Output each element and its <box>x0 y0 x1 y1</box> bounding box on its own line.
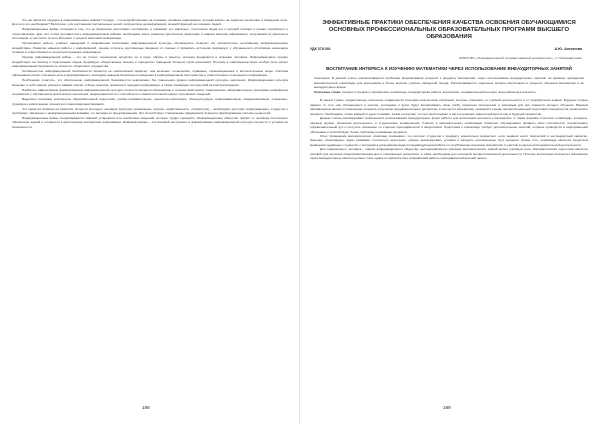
keywords <box>314 90 584 94</box>
udc-code: УДК 378.091 <box>310 46 331 51</box>
page-number-right: 199 <box>443 405 451 410</box>
left-paragraph: Выделяют основные компоненты образовательной подготовки: учебно-познавательную, ценностно-смысловую, общекультурную, информационную, коммуникативную, социально-трудовую и компетенцию личностного самосовершенствования. <box>12 97 288 106</box>
article-meta <box>310 47 588 55</box>
author-name: А.Ю. Аксенова <box>554 46 582 51</box>
left-paragraph: Что же является сердцем в информационных войнах? Сердце – это воздействующие на сознание человека информации, которая влияет на характер мышления и поведение игры. Для чего это необходимо? Бесспорно, для достижения поставленных целей, посредством дезинформации, воздействующей на сознание людей. <box>12 18 288 27</box>
right-paragraph: Данная статья рассматривает возможности использования внеаудиторных форм работы для воспитания интереса к математике. К таким формам относятся олимпиады, конкурсы, научные кружки, проектная деятельность и студенческие конференции. Участие в математических олимпиадах позволяет обучающимся проявить свои способности, почувствовать соревновательный дух и получить признание со стороны преподавателей и сверстников. Подготовка к олимпиаде требует дополнительных занятий, которые проводятся в неформальной обстановке и способствуют более глубокому пониманию предмета. <box>310 116 588 134</box>
keywords-label: Ключевые слова: <box>314 90 342 95</box>
abstract: Аннотация. В данной статье рассматриваются проблемы формирования интереса к предмету математика, через использование внеаудиторных занятий, на примере проведения математической олимпиады для школьников и более высших учебных заведений города. Рассматриваются отдельные аспекты воспитания в процессе обучения математике и во внеаудиторное время. <box>314 76 584 89</box>
left-paragraph: Наиболее эффективным формированием информационной культуры личности является образование в течение всей жизни. Современные образовательные программы направлены на развитие у обучающихся критического мышления, медиаграмотности и способности к самостоятельной оценке получаемых сведений. <box>12 87 288 97</box>
left-paragraph: Особенностью информационной безопасности является её комплексный характер: она включает технические, правовые, организационные и воспитательные меры. Система образования играет ключевую роль в формировании у молодёжи навыков безопасного поведения в информационном пространстве и ответственного отношения к информации. <box>12 68 288 78</box>
page-number-left: 198 <box>142 405 150 410</box>
left-paragraph: Организация работы учебных заведений в направлении воспитания информационной культуры обучающихся позволит им противостоять негативному информационному воздействию. Развитие навыков работы с информацией, умение отличать достоверные сведения от ложных и проверять источники формирует у обучающихся устойчивую жизненную позицию и ответственность за распространение информации. <box>12 41 288 55</box>
left-paragraph: Необходимо отметить, что обеспечение информационной безопасности невозможно без повышения уровня информационной культуры населения. Информационная культура включает в себя знания, умения и навыки поиска, отбора, анализа, хранения и передачи информации, а также понимание последствий её распространения. <box>12 78 288 87</box>
right-paragraph: Опыт проведения математических олимпиад показывает, что интерес студентов к предмету значительно возрастает, если задания носят творческий и нестандартный характер. Решение олимпиадных задач развивает логическое мышление, умение анализировать условия и находить оригинальные пути решения. Кроме того, олимпиада является средством выявления одарённых студентов, с которыми в дальнейшем ведётся индивидуальная работа по углублённому изучению математики и участию в научно-исследовательской деятельности. <box>310 134 588 147</box>
right-paragraph: Для современного человека – знание информационного общества, целенаправленное усвоение математических знаний играет огромную роль. Математическая подготовка является основой для изучения общепрофессиональных и специальных дисциплин, а также необходима для успешной профессиональной деятельности. Поэтому воспитание интереса к математике через внеаудиторные занятия должно стать одним из приоритетных направлений работы преподавателей высшей школы. <box>310 147 588 161</box>
left-paragraph: Информационные войны отличаются тем, что не физически уничтожают противника, а поражают его морально, постепенно сводя его к нулевой позиции и лишая способности к сопротивлению. Для того чтобы противостоять информационным войнам, необходимо иметь развитое критическое мышление и навыки анализа информации, получаемой из различных источников, в том числе из сети Интернет и средств массовой информации. <box>12 27 288 41</box>
left-paragraph: Оружие информационной войны – это не только технические средства, но и идеи, образы и смыслы, которые внедряются в сознание человека. Информационное оружие воздействует на психику и подсознание людей, формирует общественное мнение и определяет поведение больших групп населения. Поэтому в современном мире особую роль играет информационная безопасность личности, общества и государства. <box>12 55 288 69</box>
left-paragraph: Информационные войны сопровождаются лавиной устаревших или ошибочных сведений, которые трудно проверить. Информационное общество требует от человека постоянного обновления знаний и готовности к критическому восприятию информации. Информатизация – это базовый инструмент в формировании информационной культуры личности и условие её безопасности. <box>12 116 288 129</box>
right-page <box>300 0 600 424</box>
author-affiliation: ФГБОУ ВО «Нижневартовский государственный университет», г. Нижневартовск <box>459 55 582 60</box>
keywords-text: интерес к предмету, математика, олимпиады, внеаудиторная работа, воспитание, познавательный интерес, внеучебная деятельность. <box>342 90 537 95</box>
article-title: ВОСПИТАНИЕ ИНТЕРЕСА К ИЗУЧЕНИЮ МАТЕМАТИКИ ЧЕРЕЗ ИСПОЛЬЗОВАНИЕ ВНЕАУДИТОРНЫХ ЗАНЯТИЙ <box>326 65 572 71</box>
right-paragraph: В нашей стране, подрастающее поколение подвергается большим количеством соблазнов, которые отвлекают от учебной деятельности и от приобретения знаний. Будущее страны зависит от того, как обучающиеся в школах, колледжах и вузах будут воспринимать свою учёбу, насколько интересным и значимым для них окажется процесс обучения. Важным направлением является повышение интереса к изучению фундаментальных дисциплин, в частности математики, лежащей в основе профессиональной подготовки специалистов технического профиля. Необходимо, чтобы каждый студент понимал, зачем он изучает тот или иной предмет и как полученные знания пригодятся ему в будущей профессии. <box>310 98 588 116</box>
left-paragraph: Что касается влияния на развитие личности молодого человека (культура организации, мораль, нравственность, патриотизм) – необходимо доступно информировать студентов о проблемах, связанных с информационными войнами, и о методах их предотвращения. Это способствует становлению гражданской позиции и формированию системы ценностей. <box>12 106 288 116</box>
section-title: ЭФФЕКТИВНЫЕ ПРАКТИКИ ОБЕСПЕЧЕНИЯ КАЧЕСТВА ОСВОЕНИЯ ОБУЧАЮЩИМИСЯ ОСНОВНЫХ ПРОФЕССИОНАЛЬНЫХ ОБРАЗОВАТЕЛЬНЫХ ПРОГРАММ ВЫСШЕГО ОБРАЗОВАНИЯ <box>322 20 576 41</box>
